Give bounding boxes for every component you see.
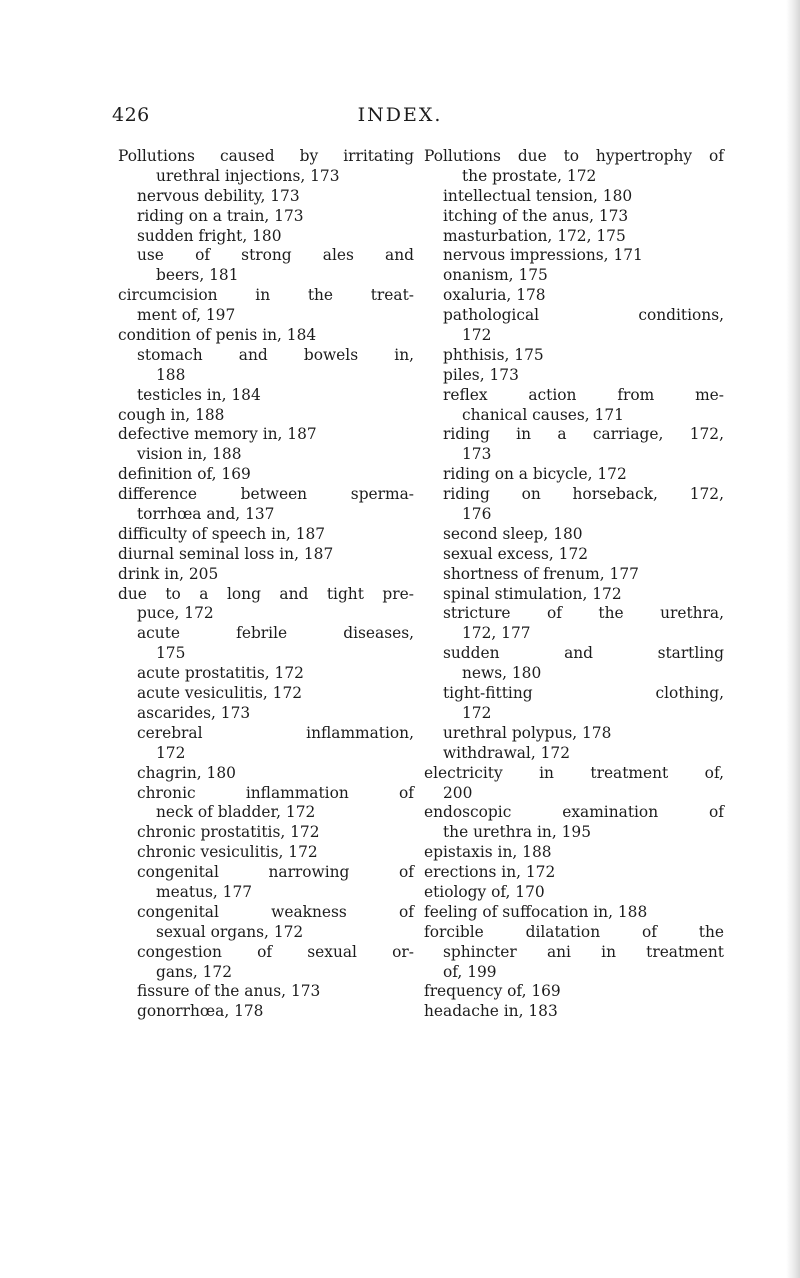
index-entry-text: masturbation, 172, 175 — [443, 226, 626, 245]
index-entry-text: stricture of the urethra, — [443, 604, 724, 623]
index-entry — [424, 465, 724, 485]
index-entry-text: sudden and startling — [443, 644, 724, 663]
index-entry-text: frequency of, 169 — [424, 982, 561, 1001]
index-entry — [424, 604, 724, 624]
index-entry — [424, 664, 724, 684]
index-entry-text: circumcision in the treat- — [118, 286, 414, 305]
index-entry — [118, 784, 414, 804]
index-entry — [424, 207, 724, 227]
index-entry — [424, 863, 724, 883]
index-entry — [424, 784, 724, 804]
index-entry — [118, 943, 414, 963]
index-entry — [118, 903, 414, 923]
index-entry-text: riding in a carriage, 172, — [443, 425, 724, 444]
index-entry-text: gonorrhœa, 178 — [137, 1002, 264, 1021]
index-entry-text: vision in, 188 — [137, 445, 242, 464]
index-entry — [424, 366, 724, 386]
index-entry — [118, 684, 414, 704]
index-entry — [118, 246, 414, 266]
index-column-left — [118, 147, 414, 1022]
index-entry-text: chanical causes, 171 — [462, 405, 624, 424]
index-entry — [424, 624, 724, 644]
index-entry-text: forcible dilatation of the — [424, 922, 724, 941]
index-entry-text: pathological conditions, — [443, 306, 724, 325]
index-entry — [118, 863, 414, 883]
index-entry-text: oxaluria, 178 — [443, 286, 546, 305]
index-entry — [118, 207, 414, 227]
index-entry — [424, 744, 724, 764]
index-entry-text: ascarides, 173 — [137, 703, 251, 722]
index-entry-text: Pollutions caused by irritating — [118, 147, 414, 165]
index-entry — [118, 485, 414, 505]
index-entry — [118, 147, 414, 167]
index-entry — [424, 227, 724, 247]
index-entry-text: sudden fright, 180 — [137, 226, 282, 245]
page-number: 426 — [112, 104, 150, 126]
index-entry-text: 172, 177 — [462, 624, 531, 643]
page-edge-shadow — [786, 0, 800, 1278]
index-entry — [424, 187, 724, 207]
index-entry — [424, 923, 724, 943]
index-entry — [118, 664, 414, 684]
index-entry-text: definition of, 169 — [118, 465, 251, 484]
index-entry — [424, 644, 724, 664]
index-entry — [424, 565, 724, 585]
index-entry-text: reflex action from me- — [443, 385, 724, 404]
index-entry-text: electricity in treatment of, — [424, 763, 724, 782]
index-entry — [424, 724, 724, 744]
index-entry-text: congenital weakness of — [137, 902, 414, 921]
index-entry-text: acute vesiculitis, 172 — [137, 684, 303, 703]
index-entry — [424, 306, 724, 326]
index-entry-text: acute febrile diseases, — [137, 624, 414, 643]
index-entry-text: condition of penis in, 184 — [118, 326, 317, 345]
index-entry-text: chronic vesiculitis, 172 — [137, 843, 318, 862]
index-entry-text: onanism, 175 — [443, 266, 548, 285]
index-entry-text: cerebral inflammation, — [137, 723, 414, 742]
index-entry-text: beers, 181 — [156, 266, 239, 285]
index-entry-text: phthisis, 175 — [443, 345, 544, 364]
index-entry — [424, 445, 724, 465]
index-entry — [118, 346, 414, 366]
index-entry — [424, 883, 724, 903]
index-entry — [118, 406, 414, 426]
index-entry-text: congestion of sexual or- — [137, 942, 414, 961]
index-entry-text: 172 — [462, 326, 492, 345]
index-entry — [118, 366, 414, 386]
index-entry-text: tight-fitting clothing, — [443, 684, 724, 703]
index-entry — [118, 744, 414, 764]
index-entry-text: headache in, 183 — [424, 1002, 558, 1021]
index-entry-text: intellectual tension, 180 — [443, 186, 633, 205]
index-entry — [424, 346, 724, 366]
index-entry — [118, 505, 414, 525]
index-entry — [424, 525, 724, 545]
index-entry — [424, 982, 724, 1002]
index-entry — [118, 286, 414, 306]
index-entry — [424, 1002, 724, 1022]
index-entry-text: drink in, 205 — [118, 564, 219, 583]
index-entry — [118, 525, 414, 545]
index-entry-text: 200 — [443, 783, 473, 802]
index-entry — [118, 227, 414, 247]
index-entry — [118, 565, 414, 585]
index-entry-text: use of strong ales and — [137, 246, 414, 265]
index-entry-text: difficulty of speech in, 187 — [118, 524, 326, 543]
index-entry-text: chagrin, 180 — [137, 763, 236, 782]
index-entry — [424, 425, 724, 445]
index-entry — [118, 266, 414, 286]
index-entry-text: gans, 172 — [156, 962, 232, 981]
index-entry — [424, 406, 724, 426]
index-entry — [118, 545, 414, 565]
index-entry — [118, 803, 414, 823]
index-entry — [424, 585, 724, 605]
index-entry-text: acute prostatitis, 172 — [137, 664, 304, 683]
index-entry — [118, 644, 414, 664]
index-entry-text: riding on horseback, 172, — [443, 485, 724, 504]
index-entry-text: of, 199 — [443, 962, 497, 981]
page-header — [0, 104, 800, 134]
index-column-right — [424, 147, 724, 1022]
index-entry-text: spinal stimulation, 172 — [443, 584, 622, 603]
index-entry-text: fissure of the anus, 173 — [137, 982, 321, 1001]
index-entry — [424, 266, 724, 286]
index-entry — [118, 704, 414, 724]
running-head: INDEX. — [357, 104, 443, 126]
index-entry — [424, 286, 724, 306]
index-entry-text: news, 180 — [462, 664, 542, 683]
index-entry-text: puce, 172 — [137, 604, 214, 623]
index-entry-text: neck of bladder, 172 — [156, 803, 316, 822]
index-entry — [424, 963, 724, 983]
index-entry-text: erections in, 172 — [424, 863, 556, 882]
index-entry — [118, 326, 414, 346]
index-entry — [118, 1002, 414, 1022]
index-entry-text: riding on a bicycle, 172 — [443, 465, 627, 484]
index-entry — [424, 386, 724, 406]
index-entry-text: second sleep, 180 — [443, 524, 583, 543]
index-entry-text: congenital narrowing of — [137, 863, 414, 882]
index-entry-text: feeling of suffocation in, 188 — [424, 902, 648, 921]
index-entry-text: epistaxis in, 188 — [424, 843, 552, 862]
index-entry-text: torrhœa and, 137 — [137, 505, 275, 524]
index-entry-text: the prostate, 172 — [462, 166, 597, 185]
index-entry — [118, 585, 414, 605]
index-entry-text: 175 — [156, 644, 186, 663]
index-entry-text: nervous impressions, 171 — [443, 246, 643, 265]
index-entry-text: difference between sperma- — [118, 485, 414, 504]
index-entry-text: due to a long and tight pre- — [118, 584, 414, 603]
index-entry — [118, 764, 414, 784]
index-entry-text: 172 — [156, 743, 186, 762]
index-entry — [118, 187, 414, 207]
index-entry — [424, 704, 724, 724]
index-entry — [118, 883, 414, 903]
index-entry-text: meatus, 177 — [156, 882, 253, 901]
index-entry — [424, 803, 724, 823]
index-entry-text: nervous debility, 173 — [137, 186, 300, 205]
index-entry-text: urethral polypus, 178 — [443, 723, 612, 742]
index-entry-text: shortness of frenum, 177 — [443, 564, 639, 583]
index-entry-text: sphincter ani in treatment — [443, 942, 724, 961]
index-entry — [118, 923, 414, 943]
index-entry-text: piles, 173 — [443, 365, 519, 384]
index-entry — [118, 624, 414, 644]
index-entry — [118, 724, 414, 744]
index-entry — [118, 167, 414, 187]
index-entry — [424, 485, 724, 505]
index-entry — [118, 843, 414, 863]
index-entry-text: diurnal seminal loss in, 187 — [118, 544, 334, 563]
index-entry-text: testicles in, 184 — [137, 385, 261, 404]
index-entry — [424, 764, 724, 784]
index-entry-text: 173 — [462, 445, 492, 464]
index-entry — [424, 843, 724, 863]
index-entry — [118, 823, 414, 843]
index-entry-text: sexual organs, 172 — [156, 922, 304, 941]
index-entry-text: withdrawal, 172 — [443, 743, 571, 762]
index-entry-text: etiology of, 170 — [424, 882, 545, 901]
index-entry — [424, 943, 724, 963]
index-entry-text: 188 — [156, 365, 186, 384]
index-entry-text: ment of, 197 — [137, 306, 236, 325]
index-entry — [424, 147, 724, 167]
index-entry — [118, 386, 414, 406]
index-entry — [424, 684, 724, 704]
index-entry — [424, 903, 724, 923]
index-entry — [424, 246, 724, 266]
index-entry-text: cough in, 188 — [118, 405, 225, 424]
index-entry-text: 172 — [462, 703, 492, 722]
index-entry — [424, 823, 724, 843]
index-entry-text: chronic inflammation of — [137, 783, 414, 802]
index-entry — [118, 982, 414, 1002]
index-entry — [118, 963, 414, 983]
index-entry — [424, 505, 724, 525]
index-entry-text: chronic prostatitis, 172 — [137, 823, 320, 842]
index-entry — [424, 545, 724, 565]
index-entry — [424, 167, 724, 187]
index-entry-text: endoscopic examination of — [424, 803, 724, 822]
index-entry-text: defective memory in, 187 — [118, 425, 317, 444]
index-entry-text: stomach and bowels in, — [137, 345, 414, 364]
index-entry-text: 176 — [462, 505, 492, 524]
index-entry-text: riding on a train, 173 — [137, 206, 304, 225]
index-entry — [118, 465, 414, 485]
index-entry — [118, 445, 414, 465]
index-entry-text: sexual excess, 172 — [443, 544, 589, 563]
index-entry-text: the urethra in, 195 — [443, 823, 591, 842]
index-entry-text: Pollutions due to hypertrophy of — [424, 147, 724, 165]
index-entry-text: urethral injections, 173 — [156, 166, 340, 185]
index-entry-text: itching of the anus, 173 — [443, 206, 629, 225]
index-entry — [118, 425, 414, 445]
index-entry — [118, 306, 414, 326]
index-entry — [118, 604, 414, 624]
index-entry — [424, 326, 724, 346]
